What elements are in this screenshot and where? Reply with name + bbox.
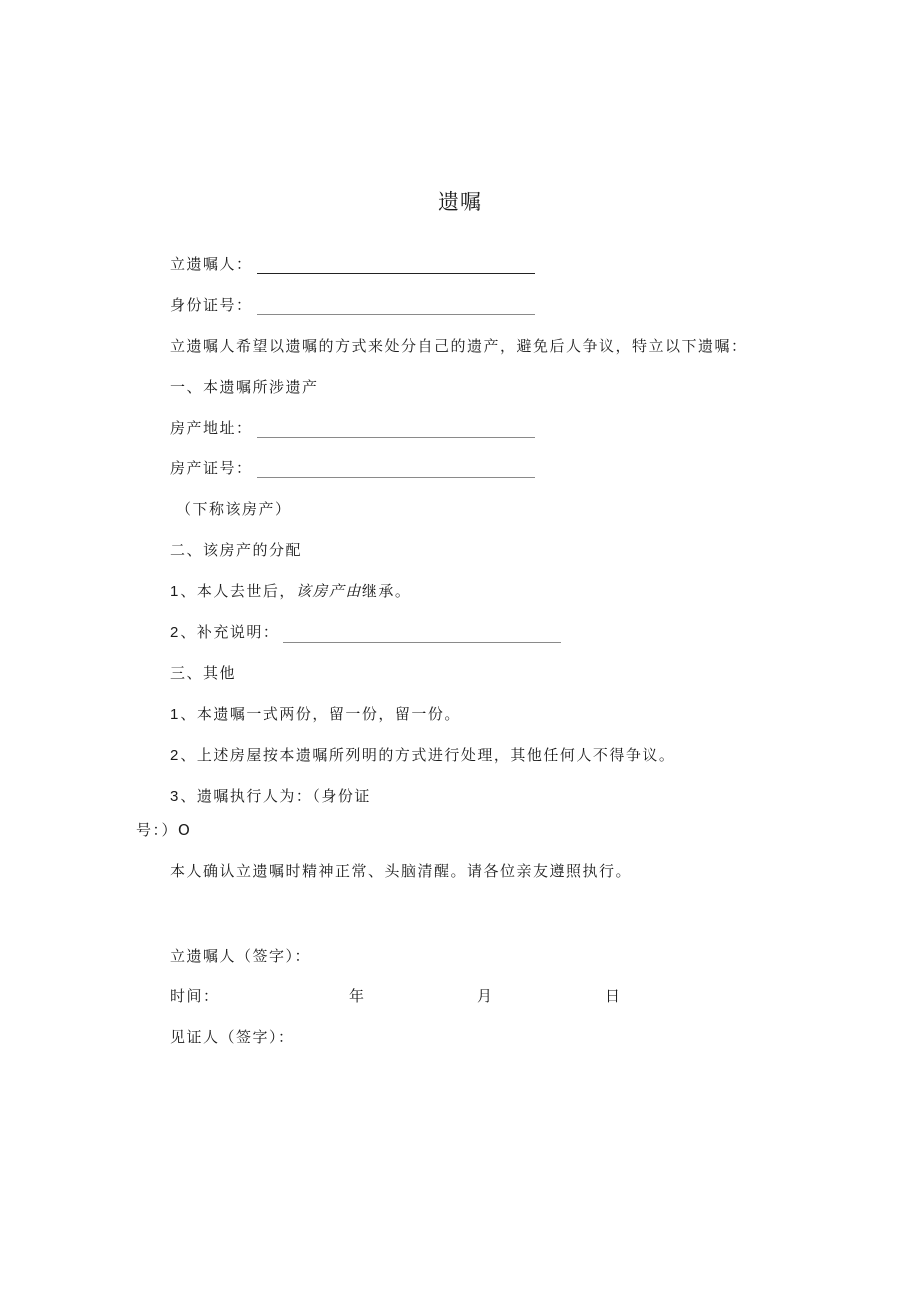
address-line [170, 418, 535, 438]
section2-item1 [170, 581, 411, 602]
testator-signature-label: 立遗嘱人（签字）： [170, 947, 312, 965]
id-line [170, 295, 535, 315]
time-label: 时间： [170, 987, 220, 1005]
section2-heading: 二、该房产的分配 [170, 541, 303, 559]
section2-item1-prefix: 、本人去世后， [180, 582, 296, 600]
section2-item2 [170, 622, 561, 643]
confirmation-paragraph: 本人确认立遗嘱时精神正常、头脑清醒。请各位亲友遵照执行。 [170, 862, 633, 880]
section3-heading: 三、其他 [170, 664, 237, 682]
section3-item2-num: 2 [170, 747, 179, 764]
section2-item2-num: 2 [170, 624, 179, 641]
section3-item3-text: 、遗嘱执行人为：（身份证 [180, 787, 371, 805]
cert-line [170, 458, 535, 478]
section3-item1-text: 、本遗嘱一式两份，留一份，留一份。 [180, 705, 461, 723]
id-label: 身份证号： [170, 296, 253, 314]
section1-heading: 一、本遗嘱所涉遗产 [170, 378, 319, 396]
day-label: 日 [605, 987, 622, 1005]
month-label: 月 [477, 987, 494, 1005]
testator-label: 立遗嘱人： [170, 255, 253, 273]
address-blank[interactable] [257, 423, 535, 438]
address-label: 房产地址： [170, 419, 253, 437]
section2-item2-label: 、补充说明： [180, 623, 280, 641]
section3-item3-cont: 号：）O [136, 821, 192, 839]
cert-label: 房产证号： [170, 459, 253, 477]
section3-item3-num: 3 [170, 788, 179, 805]
id-blank[interactable] [257, 300, 535, 315]
intro-paragraph: 立遗嘱人希望以遗嘱的方式来处分自己的遗产，避免后人争议，特立以下遗嘱： [170, 337, 748, 355]
testator-blank[interactable] [257, 259, 535, 274]
section3-item2-text: 、上述房屋按本遗嘱所列明的方式进行处理，其他任何人不得争议。 [180, 746, 676, 764]
document-title: 遗嘱 [438, 190, 482, 214]
witness-signature-label: 见证人（签字）： [170, 1028, 295, 1046]
section3-item3 [170, 786, 371, 807]
property-note: （下称该房产） [176, 500, 292, 518]
section2-item1-italic: 该房产由 [295, 582, 362, 600]
cert-blank[interactable] [257, 463, 535, 478]
supplement-blank[interactable] [283, 628, 561, 643]
year-label: 年 [349, 987, 366, 1005]
section2-item1-suffix: 继承。 [361, 582, 412, 600]
section2-item1-num: 1 [170, 583, 179, 600]
section3-item1-num: 1 [170, 706, 179, 723]
section3-item2 [170, 745, 675, 766]
testator-line [170, 254, 535, 274]
time-line [170, 986, 220, 1006]
section3-item1 [170, 704, 461, 725]
